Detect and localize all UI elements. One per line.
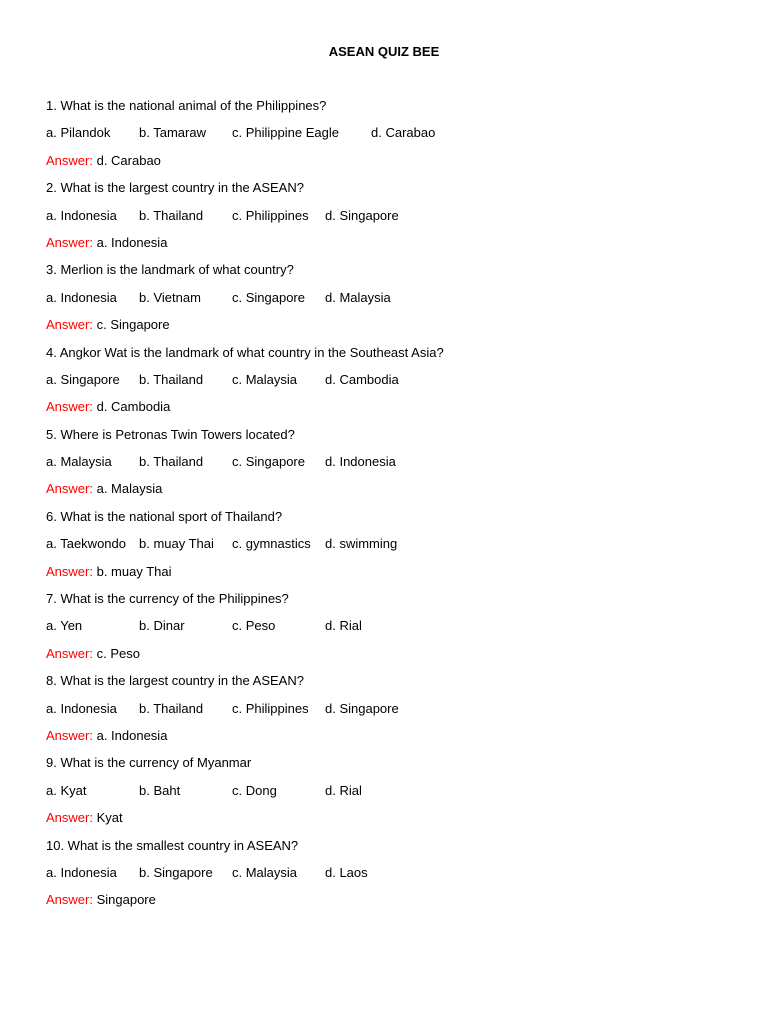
answer-value: b. muay Thai [96,563,172,579]
choice-row [46,864,736,891]
choice-b: b. Thailand [139,700,204,716]
question-text: 10. What is the smallest country in ASEAN? [46,837,299,853]
choice-d: d. Rial [325,618,362,634]
answer-value: c. Peso [96,645,140,661]
choice-row [46,617,736,644]
choice-row [46,289,736,316]
answer-label: Answer: [46,727,93,743]
choice-d: d. Cambodia [325,371,399,387]
answer-line [46,316,736,343]
answer-value: d. Cambodia [96,399,171,415]
answer-label: Answer: [46,563,93,579]
choice-c: c. Peso [232,618,276,634]
choice-c: c. Singapore [232,454,305,470]
choice-a: a. Indonesia [46,207,117,223]
answer-line [46,563,736,590]
answer-value: d. Carabao [96,152,161,168]
answer-label: Answer: [46,892,93,908]
choice-b: b. Baht [139,782,181,798]
answer-line [46,480,736,507]
choice-a: a. Kyat [46,782,87,798]
choice-c: c. Malaysia [232,371,298,387]
question-text: 9. What is the currency of Myanmar [46,755,252,771]
question-text: 5. Where is Petronas Twin Towers located? [46,426,295,442]
choice-d: d. Indonesia [325,454,396,470]
answer-label: Answer: [46,317,93,333]
choice-row [46,207,736,234]
choice-b: b. Thailand [139,371,204,387]
answer-value: a. Indonesia [96,727,168,743]
choice-row [46,535,736,562]
document-title: ASEAN QUIZ BEE [328,44,440,59]
answer-label: Answer: [46,234,93,250]
answer-line [46,809,736,836]
answer-line [46,645,736,672]
answer-value: Kyat [96,810,123,826]
answer-value: c. Singapore [96,317,170,333]
question-text: 2. What is the largest country in the ASEAN? [46,180,304,196]
choice-d: d. Rial [325,782,362,798]
question-text: 7. What is the currency of the Philippines? [46,591,289,607]
choice-a: a. Malaysia [46,454,112,470]
answer-label: Answer: [46,152,93,168]
choice-d: d. Carabao [371,125,436,141]
choice-c: c. Malaysia [232,864,298,880]
choice-b: b. Dinar [139,618,185,634]
choice-c: c. Philippine Eagle [232,125,339,141]
choice-a: a. Indonesia [46,289,117,305]
answer-label: Answer: [46,399,93,415]
choice-a: a. Yen [46,618,83,634]
choice-d: d. Singapore [325,207,399,223]
answer-value: Singapore [96,892,156,908]
choice-d: d. Malaysia [325,289,391,305]
choice-b: b. Tamaraw [139,125,206,141]
choice-a: a. Pilandok [46,125,111,141]
choice-a: a. Taekwondo [46,536,126,552]
choice-d: d. Laos [325,864,368,880]
answer-line [46,398,736,425]
question-text: 4. Angkor Wat is the landmark of what country in the Southeast Asia? [46,344,444,360]
question-text: 6. What is the national sport of Thailand? [46,508,283,524]
question-text: 1. What is the national animal of the Philippines? [46,98,327,113]
choice-a: a. Indonesia [46,864,117,880]
choice-b: b. Thailand [139,207,204,223]
choice-a: a. Singapore [46,371,120,387]
answer-label: Answer: [46,481,93,497]
question-text: 8. What is the largest country in the ASEAN? [46,673,304,689]
choice-row [46,371,736,398]
choice-a: a. Indonesia [46,700,117,716]
choice-c: c. Philippines [232,700,309,716]
choice-row [46,700,736,727]
choice-row [46,124,736,151]
choice-c: c. Philippines [232,207,309,223]
answer-label: Answer: [46,810,93,826]
choice-c: c. Dong [232,782,277,798]
choice-b: b. Vietnam [139,289,201,305]
choice-row [46,453,736,480]
choice-c: c. gymnastics [232,536,311,552]
question-text: 3. Merlion is the landmark of what country? [46,262,294,278]
choice-b: b. Singapore [139,864,213,880]
choice-row [46,782,736,809]
answer-line [46,152,736,179]
choice-b: b. Thailand [139,454,204,470]
choice-d: d. Singapore [325,700,399,716]
answer-line [46,727,736,754]
answer-value: a. Indonesia [96,234,168,250]
choice-b: b. muay Thai [139,536,214,552]
answer-line [46,234,736,261]
choice-d: d. swimming [325,536,398,552]
answer-label: Answer: [46,645,93,661]
answer-line [46,891,736,918]
answer-value: a. Malaysia [96,481,163,497]
question-list [46,97,736,919]
choice-c: c. Singapore [232,289,305,305]
